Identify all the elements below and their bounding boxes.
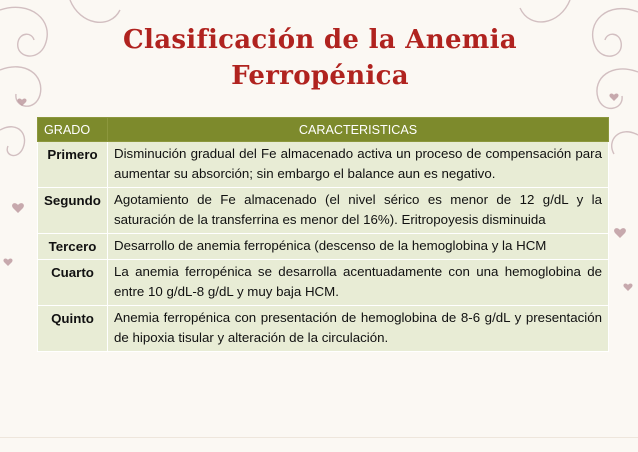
title-line-2: Ferropénica: [231, 61, 409, 91]
slide-title: [70, 22, 570, 94]
title-line-1: Clasificación de la Anemia: [123, 25, 517, 55]
description-cell: Disminución gradual del Fe almacenado activa un proceso de compensación para aumentar su absorción; sin embargo el balance aun es negativo.: [108, 142, 609, 188]
heart-icon: [609, 94, 618, 101]
grade-cell: Quinto: [38, 306, 108, 352]
table-row: [38, 306, 609, 352]
table-row: [38, 142, 609, 188]
column-header-caracteristicas: CARACTERISTICAS: [108, 118, 609, 142]
bottom-band: [0, 437, 638, 452]
grade-cell: Tercero: [38, 234, 108, 260]
table-row: [38, 234, 609, 260]
description-cell: Anemia ferropénica con presentación de hemoglobina de 8-6 g/dL y presentación de hipoxia tisular y alteración de la circulación.: [108, 306, 609, 352]
description-cell: Desarrollo de anemia ferropénica (descenso de la hemoglobina y la HCM: [108, 234, 609, 260]
grade-cell: Cuarto: [38, 260, 108, 306]
heart-icon: [614, 228, 626, 238]
heart-icon: [623, 284, 632, 291]
grade-cell: Segundo: [38, 188, 108, 234]
table-row: [38, 188, 609, 234]
grade-cell: Primero: [38, 142, 108, 188]
description-cell: La anemia ferropénica se desarrolla acentuadamente con una hemoglobina de entre 10 g/dL-8 g/dL y muy baja HCM.: [108, 260, 609, 306]
classification-table: [37, 117, 609, 352]
table-row: [38, 260, 609, 306]
column-header-grado: GRADO: [38, 118, 108, 142]
heart-icon: [12, 203, 24, 213]
heart-icon: [17, 99, 26, 106]
heart-icon: [3, 259, 12, 266]
description-cell: Agotamiento de Fe almacenado (el nivel sérico es menor de 12 g/dL y la saturación de la transferrina es menor del 16%). Eritropoyesis disminuida: [108, 188, 609, 234]
table-header-row: [38, 118, 609, 142]
